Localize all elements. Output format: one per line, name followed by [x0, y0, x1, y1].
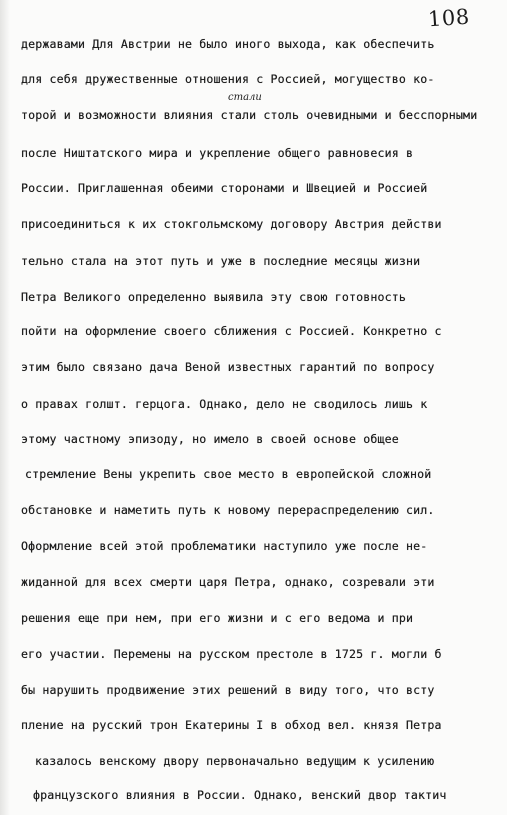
text-line: Оформление всей этой проблематики наступило уже после не-	[21, 539, 428, 553]
text-line: тельно стала на этот путь и уже в последние месяцы жизни	[21, 254, 421, 268]
text-line: пойти на оформление своего сближения с Россией. Конкретно с	[21, 324, 442, 338]
text-line: России. Приглашенная обеими сторонами и Швецией и Россией	[21, 181, 428, 195]
text-line: пление на русский трон Екатерины I в обход вел. князя Петра	[21, 718, 442, 732]
text-line: казалось венскому двору первоначально ведущим к усилению	[35, 754, 435, 768]
text-line: его участии. Перемены на русском престоле в 1725 г. могли б	[21, 647, 442, 661]
page-number: 108	[427, 4, 471, 32]
text-line: обстановке и наметить путь к новому перераспределению сил.	[21, 503, 435, 517]
text-line: Петра Великого определенно выявила эту свою готовность	[21, 290, 407, 304]
text-line: державами Для Австрии не было иного выхода, как обеспечить	[21, 37, 435, 51]
text-line: жиданной для всех смерти царя Петра, однако, созревали эти	[21, 575, 435, 589]
page-edge-shadow	[0, 0, 10, 815]
text-line: решения еще при нем, при его жизни и с его ведома и при	[21, 611, 414, 625]
text-line: французского влияния в России. Однако, венский двор тактич	[33, 788, 447, 802]
text-line: присоединиться к их стокгольмскому договору Австрия действи	[21, 217, 442, 231]
text-line: для себя дружественные отношения с Россией, могущество ко-	[21, 72, 435, 86]
text-line: стремление Вены укрепить свое место в европейской сложной	[25, 467, 432, 481]
text-line: бы нарушить продвижение этих решений в виду того, что всту	[21, 683, 435, 697]
text-line: этому частному эпизоду, но имело в своей основе общее	[21, 432, 399, 446]
text-line: после Ништатского мира и укрепление общего равновесия в	[21, 146, 414, 160]
text-line: о правах голшт. герцога. Однако, дело не сводилось лишь к	[21, 397, 428, 411]
text-line: торой и возможности влияния стали столь очевидными и бесспорными	[21, 108, 478, 122]
handwritten-interlinear-note: стали	[228, 92, 262, 103]
text-line: этим было связано дача Веной известных гарантий по вопросу	[21, 360, 435, 374]
